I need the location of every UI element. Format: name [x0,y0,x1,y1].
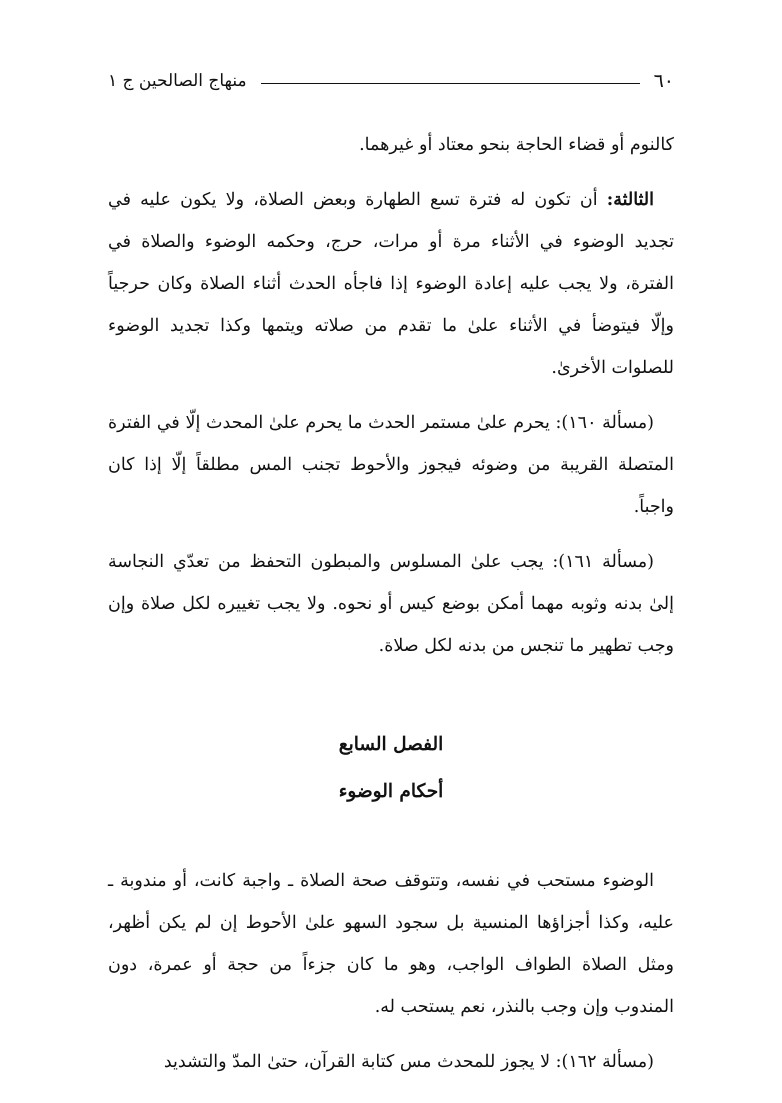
paragraph-issue-161: (مسألة ١٦١): يجب علىٰ المسلوس والمبطون التحفظ من تعدّي النجاسة إلىٰ بدنه وثوبه مهما أمكن بوضع كيس أو نحوه. ولا يجب تغييره لكل صلاة وإن وجب تطهير ما تنجس من بدنه لكل صلاة. [108,552,674,656]
paragraph-issue-160: (مسألة ١٦٠): يحرم علىٰ مستمر الحدث ما يحرم علىٰ المحدث إلّا في الفترة المتصلة القريبة من وضوئه فيجوز والأحوط تجنب المس مطلقاً إلّا إذا كان واجباً. [108,413,674,517]
paragraph-wudu-intro: الوضوء مستحب في نفسه، وتتوقف صحة الصلاة ـ واجبة كانت، أو مندوبة ـ عليه، وكذا أجزاؤها المنسية بل سجود السهو علىٰ الأحوط إن لم يكن أظهر، ومثل الصلاة الطواف الواجب، وهو ما كان جزءاً من حجة أو عمرة، دون المندوب وإن وجب بالنذر، نعم يستحب له. [108,871,674,1017]
book-title: منهاج الصالحين ج ١ [108,71,247,91]
paragraph-third-case [108,179,674,389]
header-rule [261,83,640,84]
paragraph-lead-word: الثالثة: [606,190,654,210]
chapter-title: الفصل السابع [338,734,444,755]
page-number: ٦٠ [653,70,674,92]
chapter-subtitle: أحكام الوضوء [338,781,444,802]
body-text [108,124,674,1096]
paragraph-issue-162: (مسألة ١٦٢): لا يجوز للمحدث مس كتابة القرآن، حتىٰ المدّ والتشديد [163,1052,654,1072]
paragraph-continuation: كالنوم أو قضاء الحاجة بنحو معتاد أو غيرهما. [359,135,674,155]
running-header [108,66,674,96]
paragraph-third-case-text: أن تكون له فترة تسع الطهارة وبعض الصلاة، ولا يكون عليه في تجديد الوضوء في الأثناء مرة أو مرات، حرج، وحكمه الوضوء والصلاة في الفترة، ولا يجب عليه إعادة الوضوء إذا فاجأه الحدث أثناء الصلاة وكان حرجياً وإلّا فيتوضأ في الأثناء علىٰ ما تقدم من صلاته ويتمها وكذا تجديد الوضوء للصلوات الأخرىٰ. [108,190,674,378]
